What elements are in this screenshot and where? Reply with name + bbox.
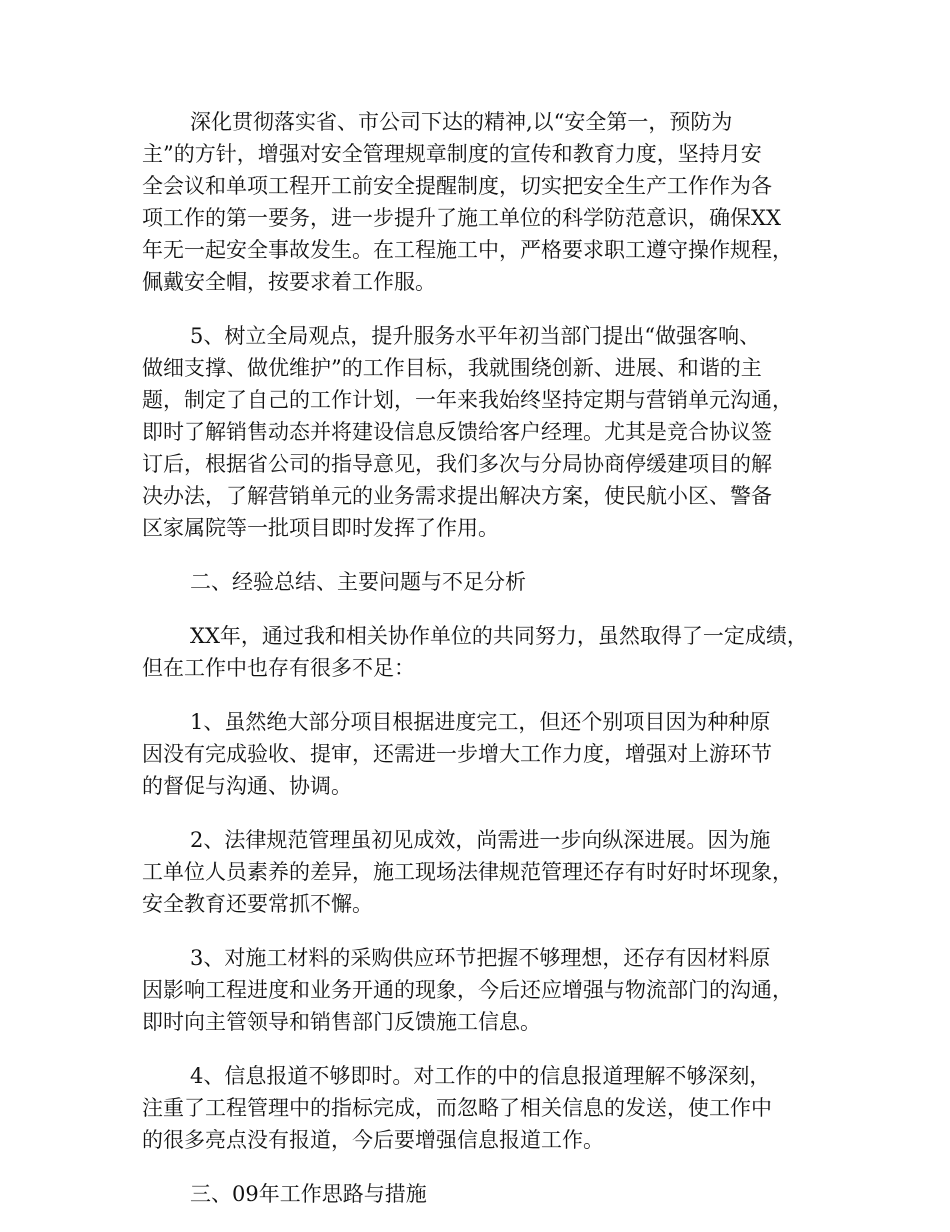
section-heading-text: 二、经验总结、主要问题与不足分析 bbox=[190, 570, 526, 594]
section-heading-work-plan bbox=[142, 1178, 810, 1210]
text-line: 的很多亮点没有报道，今后要增强信息报道工作。 bbox=[142, 1128, 604, 1152]
text-line: 4、信息报道不够即时。对工作的中的信息报道理解不够深刻， bbox=[190, 1064, 771, 1088]
text-line: XX年，通过我和相关协作单位的共同努力，虽然取得了一定成绩， bbox=[190, 624, 808, 648]
paragraph-issue-3 bbox=[142, 942, 810, 1038]
text-line: 决办法，了解营销单元的业务需求提出解决方案，使民航小区、警备 bbox=[142, 484, 772, 508]
paragraph-safety-management bbox=[142, 106, 810, 298]
paragraph-issue-2 bbox=[142, 824, 810, 920]
text-line: 因没有完成验收、提审，还需进一步增大工作力度，增强对上游环节 bbox=[142, 742, 772, 766]
paragraph-issue-4 bbox=[142, 1060, 810, 1156]
text-line: 题，制定了自己的工作计划，一年来我始终坚持定期与营销单元沟通， bbox=[142, 388, 793, 412]
text-line: 佩戴安全帽，按要求着工作服。 bbox=[142, 270, 436, 294]
text-line: 2、法律规范管理虽初见成效，尚需进一步向纵深进展。因为施 bbox=[190, 828, 771, 852]
text-line: 区家属院等一批项目即时发挥了作用。 bbox=[142, 516, 499, 540]
text-line: 即时了解销售动态并将建设信息反馈给客户经理。尤其是竞合协议签 bbox=[142, 420, 772, 444]
text-line: 订后，根据省公司的指导意见，我们多次与分局协商停缓建项目的解 bbox=[142, 452, 772, 476]
text-line: 但在工作中也存有很多不足： bbox=[142, 656, 415, 680]
text-line: 因影响工程进度和业务开通的现象，今后还应增强与物流部门的沟通， bbox=[142, 978, 793, 1002]
text-line: 安全教育还要常抓不懈。 bbox=[142, 892, 373, 916]
text-line: 即时向主管领导和销售部门反馈施工信息。 bbox=[142, 1010, 541, 1034]
text-line: 项工作的第一要务，进一步提升了施工单位的科学防范意识，确保XX bbox=[142, 206, 781, 230]
text-line: 全会议和单项工程开工前安全提醒制度，切实把安全生产工作作为各 bbox=[142, 174, 772, 198]
paragraph-service-level bbox=[142, 320, 810, 544]
text-line: 做细支撑、做优维护”的工作目标，我就围绕创新、进展、和谐的主 bbox=[142, 356, 762, 380]
paragraph-issue-1 bbox=[142, 706, 810, 802]
text-line: 5、树立全局观点，提升服务水平年初当部门提出“做强客响、 bbox=[190, 324, 761, 348]
text-line: 3、对施工材料的采购供应环节把握不够理想，还存有因材料原 bbox=[190, 946, 771, 970]
text-line: 的督促与沟通、协调。 bbox=[142, 774, 352, 798]
document-body bbox=[142, 106, 810, 1232]
section-heading-text: 三、09年工作思路与措施 bbox=[190, 1182, 427, 1206]
text-line: 主”的方针，增强对安全管理规章制度的宣传和教育力度，坚持月安 bbox=[142, 142, 762, 166]
text-line: 注重了工程管理中的指标完成，而忽略了相关信息的发送，使工作中 bbox=[142, 1096, 772, 1120]
section-heading-experience-summary bbox=[142, 566, 810, 598]
paragraph-shortcomings-intro bbox=[142, 620, 810, 684]
text-line: 年无一起安全事故发生。在工程施工中，严格要求职工遵守操作规程， bbox=[142, 238, 793, 262]
text-line: 深化贯彻落实省、市公司下达的精神,以“安全第一，预防为 bbox=[190, 110, 733, 134]
text-line: 1、虽然绝大部分项目根据进度完工，但还个别项目因为种种原 bbox=[190, 710, 771, 734]
text-line: 工单位人员素养的差异，施工现场法律规范管理还存有时好时坏现象， bbox=[142, 860, 793, 884]
